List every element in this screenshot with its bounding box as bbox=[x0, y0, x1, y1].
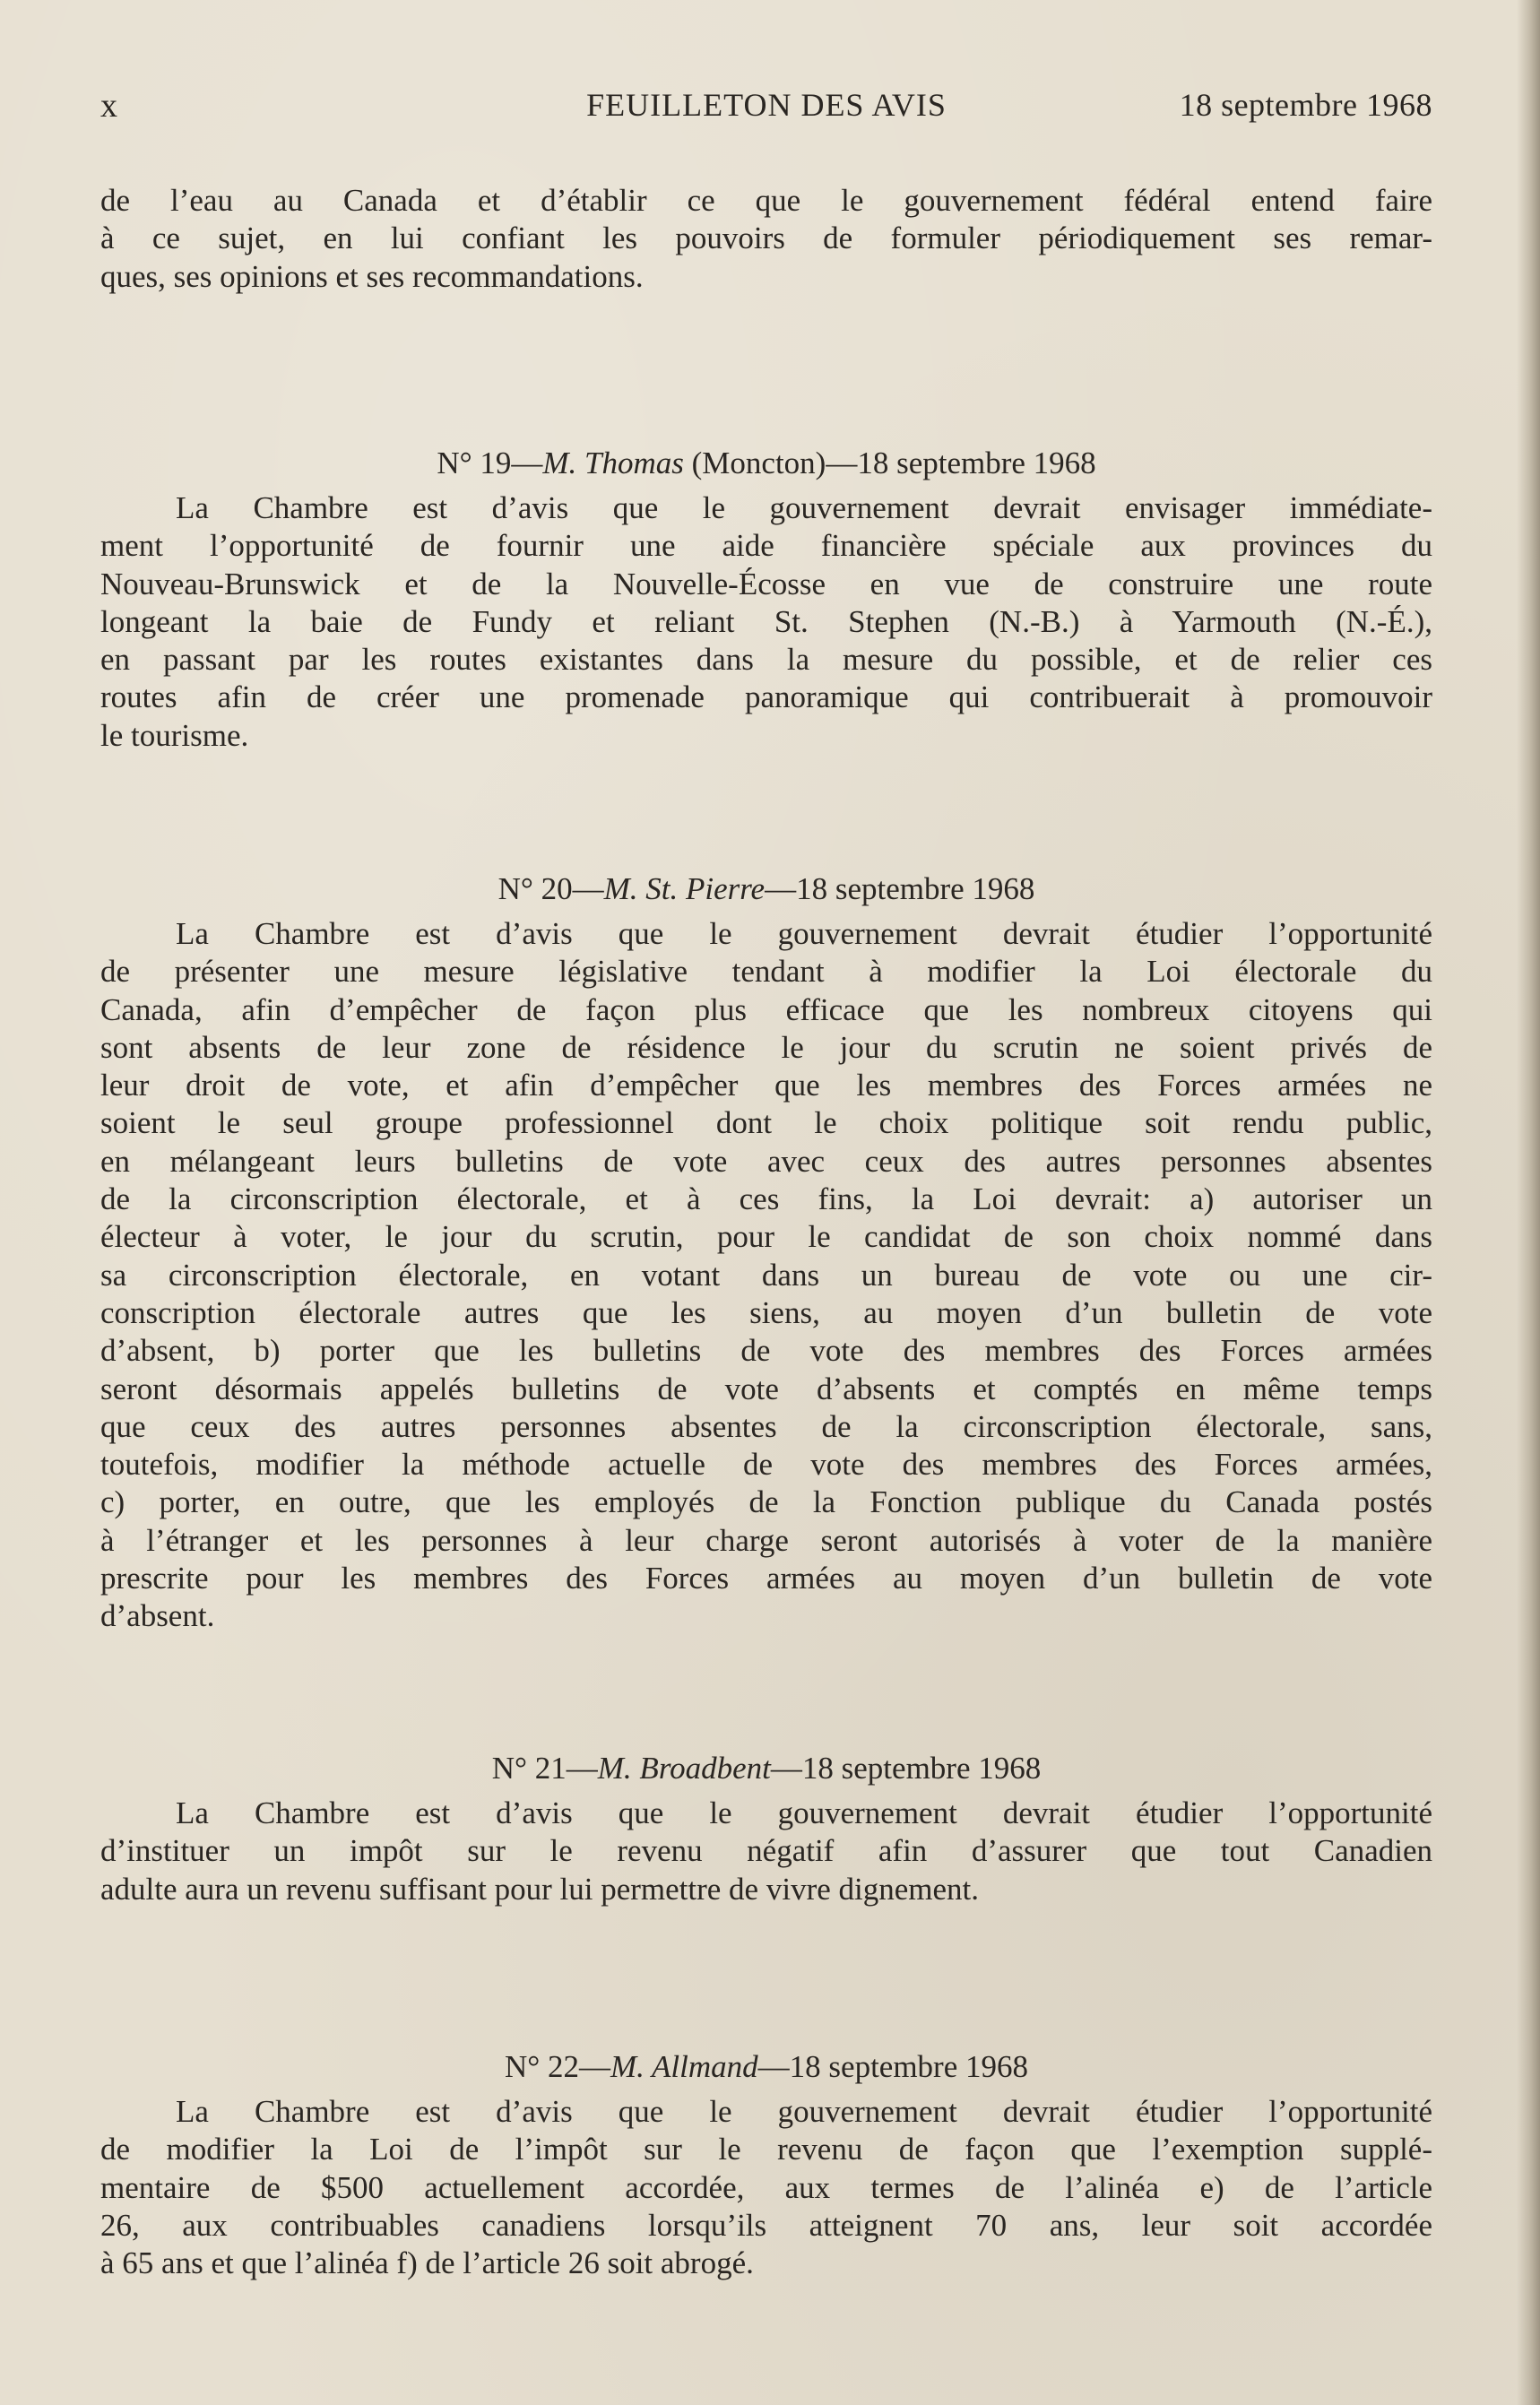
text-line: adulte aura un revenu suffisant pour lui permettre de vivre dignement. bbox=[100, 1871, 979, 1907]
notice-number: N° 20— bbox=[497, 871, 604, 906]
text-line: de présenter une mesure législative tendant à modifier la Loi électorale du bbox=[100, 954, 1432, 990]
notice-number: N° 22— bbox=[505, 2049, 611, 2084]
text-line: électeur à voter, le jour du scrutin, pour le candidat de son choix nommé dans bbox=[100, 1219, 1432, 1255]
notice-body-20 bbox=[100, 915, 1432, 1636]
text-line: Canada, afin d’empêcher de façon plus efficace que les nombreux citoyens qui bbox=[100, 991, 1432, 1027]
text-line: routes afin de créer une promenade panoramique qui contribuerait à promouvoir bbox=[100, 679, 1432, 715]
notice-heading-21 bbox=[100, 1750, 1432, 1787]
text-line: leur droit de vote, et afin d’empêcher que les membres des Forces armées ne bbox=[100, 1068, 1432, 1103]
running-title: FEUILLETON DES AVIS bbox=[586, 87, 947, 123]
text-line: à 65 ans et que l’alinéa f) de l’article 26 soit abrogé. bbox=[100, 2245, 754, 2281]
text-line: La Chambre est d’avis que le gouvernement devrait étudier l’opportunité bbox=[176, 1795, 1432, 1830]
notice-body-21 bbox=[100, 1795, 1432, 1908]
text-line: c) porter, en outre, que les employés de la Fonction publique du Canada postés bbox=[100, 1484, 1432, 1520]
notice-mover: M. Thomas bbox=[542, 446, 684, 480]
text-line: seront désormais appelés bulletins de vote d’absents et comptés en même temps bbox=[100, 1371, 1432, 1406]
notice-mover: M. St. Pierre bbox=[603, 871, 766, 906]
text-line: à ce sujet, en lui confiant les pouvoirs de formuler périodiquement ses remar- bbox=[100, 221, 1432, 256]
text-line: ques, ses opinions et ses recommandations. bbox=[100, 258, 644, 294]
text-line: d’instituer un impôt sur le revenu négatif afin d’assurer que tout Canadien bbox=[100, 1833, 1432, 1869]
notice-riding: (Moncton) bbox=[683, 446, 826, 480]
text-line: en mélangeant leurs bulletins de vote avec ceux des autres personnes absentes bbox=[100, 1143, 1432, 1179]
text-line: sa circonscription électorale, en votant dans un bureau de vote ou une cir- bbox=[100, 1257, 1432, 1293]
text-line: en passant par les routes existantes dans la mesure du possible, et de relier ces bbox=[100, 642, 1432, 678]
text-line: Nouveau-Brunswick et de la Nouvelle-Écosse en vue de construire une route bbox=[100, 566, 1432, 601]
notice-mover: M. Allmand bbox=[610, 2049, 758, 2084]
text-line: toutefois, modifier la méthode actuelle de vote des membres des Forces armées, bbox=[100, 1447, 1432, 1483]
notice-number: N° 21— bbox=[491, 1751, 598, 1786]
text-line: le tourisme. bbox=[100, 717, 249, 753]
continuation-paragraph bbox=[100, 182, 1432, 296]
text-line: longeant la baie de Fundy et reliant St. Stephen (N.-B.) à Yarmouth (N.-É.), bbox=[100, 603, 1432, 639]
notice-mover: M. Broadbent bbox=[597, 1751, 771, 1786]
text-line: La Chambre est d’avis que le gouvernement devrait étudier l’opportunité bbox=[176, 2094, 1432, 2129]
text-line: prescrite pour les membres des Forces armées au moyen d’un bulletin de vote bbox=[100, 1561, 1432, 1596]
text-line: d’absent, b) porter que les bulletins de vote des membres des Forces armées bbox=[100, 1333, 1432, 1369]
text-line: sont absents de leur zone de résidence le jour du scrutin ne soient privés de bbox=[100, 1029, 1432, 1065]
text-line: conscription électorale autres que les siens, au moyen d’un bulletin de vote bbox=[100, 1294, 1432, 1330]
notice-body-19 bbox=[100, 489, 1432, 755]
notice-date: —18 septembre 1968 bbox=[826, 446, 1096, 480]
text-line: de l’eau au Canada et d’établir ce que le gouvernement fédéral entend faire bbox=[100, 183, 1432, 218]
text-line: que ceux des autres personnes absentes de la circonscription électorale, sans, bbox=[100, 1408, 1432, 1444]
notice-heading-22 bbox=[100, 2048, 1432, 2086]
notice-body-22 bbox=[100, 2093, 1432, 2282]
text-line: de la circonscription électorale, et à ces fins, la Loi devrait: a) autoriser un bbox=[100, 1181, 1432, 1217]
text-line: soient le seul groupe professionnel dont le choix politique soit rendu public, bbox=[100, 1105, 1432, 1141]
notice-heading-20 bbox=[100, 870, 1432, 908]
text-line: d’absent. bbox=[100, 1598, 215, 1634]
page-folio: x bbox=[100, 87, 118, 125]
text-line: La Chambre est d’avis que le gouvernement devrait étudier l’opportunité bbox=[176, 916, 1432, 951]
running-header bbox=[100, 86, 1432, 127]
text-line: mentaire de $500 actuellement accordée, aux termes de l’alinéa e) de l’article bbox=[100, 2169, 1432, 2205]
notice-date: —18 septembre 1968 bbox=[765, 871, 1035, 906]
text-line: ment l’opportunité de fournir une aide financière spéciale aux provinces du bbox=[100, 528, 1432, 564]
header-date: 18 septembre 1968 bbox=[1179, 87, 1432, 123]
text-line: à l’étranger et les personnes à leur charge seront autorisés à voter de la manière bbox=[100, 1522, 1432, 1558]
page-edge-shadow bbox=[1517, 0, 1540, 2405]
notice-heading-19 bbox=[100, 445, 1432, 482]
text-line: de modifier la Loi de l’impôt sur le revenu de façon que l’exemption supplé- bbox=[100, 2132, 1432, 2167]
notice-date: —18 septembre 1968 bbox=[770, 1751, 1042, 1786]
text-line: La Chambre est d’avis que le gouvernement devrait envisager immédiate- bbox=[176, 490, 1432, 525]
notice-date: —18 septembre 1968 bbox=[757, 2049, 1028, 2084]
text-line: 26, aux contribuables canadiens lorsqu’ils atteignent 70 ans, leur soit accordée bbox=[100, 2207, 1432, 2243]
notice-number: N° 19— bbox=[437, 446, 543, 480]
